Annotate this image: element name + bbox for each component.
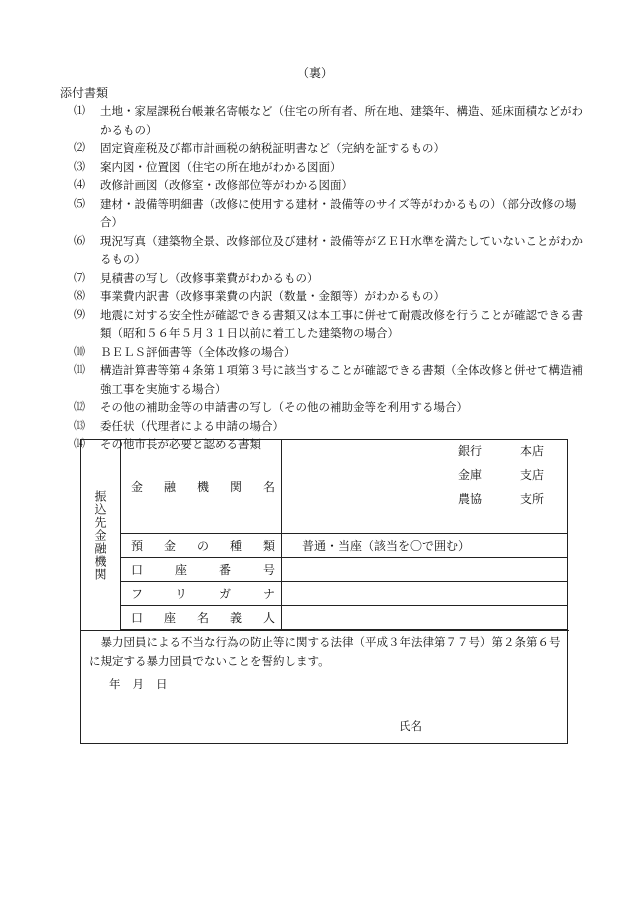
item-text: 固定資産税及び都市計画税の納税証明書など（完納を証するもの） — [100, 141, 445, 155]
deposit-type-label-text — [121, 537, 281, 554]
date-month-label: 月 — [132, 677, 144, 691]
item-number: ⑶ — [74, 159, 85, 173]
label-char: 座 — [163, 610, 176, 625]
list-item — [74, 417, 586, 436]
item-text: 改修計画図（改修室・改修部位等がわかる図面） — [100, 178, 353, 192]
item-number: ⑺ — [74, 270, 85, 284]
item-number: ⑿ — [74, 400, 85, 413]
label-char: 金 — [131, 479, 144, 494]
label-char: 融 — [163, 479, 176, 494]
pledge-statement: 暴力団員による不当な行為の防止等に関する法律（平成３年法律第７７号）第２条第６号に規定する暴力団員でないことを誓約します。 — [81, 630, 569, 671]
item-number: ⑷ — [74, 178, 85, 191]
item-number: ⒁ — [74, 437, 85, 450]
label-char: 番 — [218, 562, 231, 577]
list-item — [74, 232, 586, 269]
suffix-bank: 銀行 — [458, 444, 483, 458]
label-char: 口 — [131, 610, 144, 625]
list-item — [74, 139, 586, 158]
label-char: 号 — [262, 562, 275, 577]
account-number-label — [121, 557, 282, 581]
date-day-label: 日 — [156, 677, 168, 691]
item-number: ⑾ — [74, 363, 85, 376]
institution-name-field[interactable] — [282, 440, 568, 533]
suffix-credit-union: 金庫 — [458, 468, 483, 482]
item-text: 土地・家屋課税台帳兼名寄帳など（住宅の所有者、所在地、建築年、構造、延床面積などがわかるもの） — [100, 104, 583, 137]
suffix-branch: 支店 — [520, 468, 545, 482]
label-char: ナ — [262, 586, 275, 601]
label-char: 名 — [196, 610, 209, 625]
label-char: 種 — [229, 538, 242, 553]
list-item — [74, 176, 586, 195]
list-item — [74, 158, 586, 177]
label-char: 預 — [131, 538, 144, 553]
item-text: 建材・設備等明細書（改修に使用する建材・設備等のサイズ等がわかるもの）（部分改修の場合） — [100, 196, 577, 229]
label-char: の — [196, 538, 209, 553]
institution-label-text — [121, 478, 281, 495]
suffix-head-office: 本店 — [520, 444, 545, 458]
bank-section-label: 振込先金融機関 — [81, 440, 121, 630]
institution-label — [121, 440, 282, 533]
label-char: 義 — [229, 610, 242, 625]
item-number: ⑻ — [74, 289, 85, 302]
list-item — [74, 306, 586, 343]
item-number: ⑽ — [74, 344, 85, 358]
list-item — [74, 361, 586, 398]
item-text: その他市長が必要と認める書類 — [100, 437, 261, 451]
account-holder-label-text — [121, 609, 281, 626]
suffix-agricultural-coop: 農協 — [458, 492, 483, 506]
label-char: 座 — [174, 562, 187, 577]
item-text: 見積書の写し（改修事業費がわかるもの） — [100, 270, 319, 285]
deposit-type-label — [121, 533, 282, 557]
item-number: ⑹ — [74, 233, 85, 247]
label-char: 類 — [262, 538, 275, 553]
label-char: 人 — [262, 610, 275, 625]
list-item — [74, 195, 586, 232]
item-number: ⑼ — [74, 307, 85, 321]
item-number: ⒀ — [74, 418, 85, 432]
page-title: （裏） — [296, 66, 333, 80]
date-year-label: 年 — [109, 677, 121, 691]
pledge-date[interactable] — [109, 676, 180, 692]
account-holder-field[interactable] — [282, 605, 568, 629]
attachments-title: 添付書類 — [60, 86, 109, 100]
item-number: ⑵ — [74, 141, 85, 154]
item-text: 構造計算書等第４条第１項第３号に該当することが確認できる書類（全体改修と併せて構造補強工事を実施する場合） — [100, 363, 583, 396]
furigana-label — [121, 581, 282, 605]
furigana-label-text — [121, 585, 281, 602]
label-char: 機 — [196, 479, 209, 494]
bank-transfer-form — [80, 439, 568, 744]
institution-suffixes — [458, 442, 560, 508]
list-item — [74, 287, 586, 306]
label-char: フ — [131, 586, 144, 601]
item-text: 現況写真（建築物全景、改修部位及び建材・設備等がＺＥＨ水準を満たしていないことがわかるもの） — [100, 233, 583, 266]
label-char: 関 — [229, 479, 242, 494]
item-text: 事業費内訳書（改修事業費の内訳（数量・金額等）がわかるもの） — [100, 289, 445, 303]
deposit-type-field[interactable]: 普通・当座（該当を〇で囲む） — [282, 533, 568, 557]
label-char: 金 — [163, 538, 176, 553]
item-number: ⑴ — [74, 104, 85, 117]
signature-name-label: 氏名 — [399, 719, 422, 733]
account-number-field[interactable] — [282, 557, 568, 581]
attachments-list — [74, 102, 586, 454]
account-number-label-text — [121, 561, 281, 578]
label-char: リ — [174, 586, 187, 601]
item-text: 地震に対する安全性が確認できる書類又は本工事に併せて耐震改修を行うことが確認できる書類（昭和５６年５月３１日以前に着工した建築物の場合） — [100, 307, 583, 340]
item-text: 案内図・位置図（住宅の所在地がわかる図面） — [100, 159, 342, 174]
item-text: ＢＥＬＳ評価書等（全体改修の場合） — [100, 344, 296, 359]
item-text: その他の補助金等の申請書の写し（その他の補助金等を利用する場合） — [100, 400, 468, 414]
label-char: ガ — [218, 586, 231, 601]
list-item — [74, 398, 586, 417]
list-item — [74, 269, 586, 288]
furigana-field[interactable] — [282, 581, 568, 605]
item-number: ⑸ — [74, 196, 85, 210]
label-char: 口 — [131, 562, 144, 577]
item-text: 委任状（代理者による申請の場合） — [100, 418, 284, 433]
list-item — [74, 102, 586, 139]
list-item — [74, 343, 586, 362]
bank-info-table — [121, 440, 567, 630]
label-char: 名 — [262, 479, 275, 494]
account-holder-label — [121, 605, 282, 629]
suffix-branch-office: 支所 — [520, 492, 545, 506]
